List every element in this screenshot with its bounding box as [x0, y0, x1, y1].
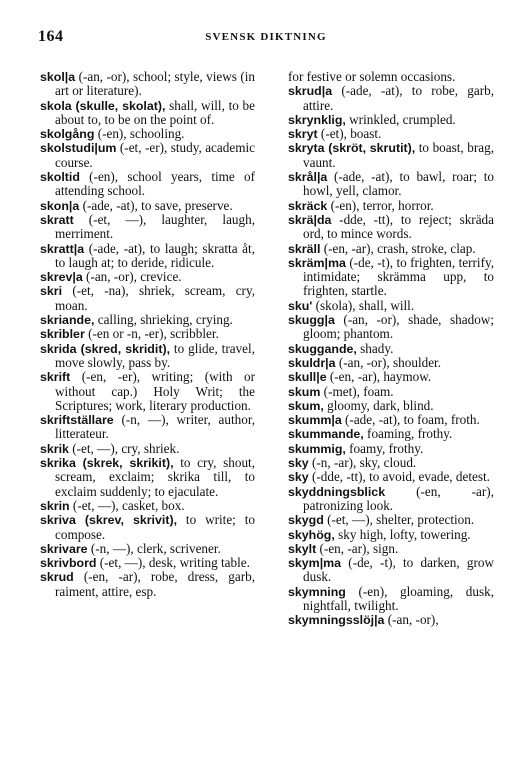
- entry-definition: (-en, -ar), haymow.: [326, 369, 432, 385]
- entry-definition: (-met), foam.: [320, 383, 394, 399]
- entry-definition: to write; to compose.: [55, 512, 255, 542]
- entry-definition: (-ade, -at), to bawl, roar; to howl, yell, clamor.: [303, 169, 494, 199]
- dictionary-entry: [40, 327, 255, 341]
- entry-headword: skymningsslöj|a: [288, 613, 385, 628]
- dictionary-entry: [288, 385, 494, 399]
- entry-headword: skuggande,: [288, 341, 357, 356]
- entry-definition: (-de, -t), to frighten, terrify, intimidate; skrämma upp, to frighten, startle.: [303, 254, 494, 299]
- dictionary-entry: [40, 199, 255, 213]
- left-column: [40, 70, 255, 599]
- entry-definition: (-en), terror, horror.: [327, 197, 434, 213]
- entry-headword: skuldr|a: [288, 355, 336, 370]
- dictionary-entry: [40, 542, 255, 556]
- dictionary-entry: [40, 170, 255, 199]
- entry-definition: (-en, -ar), crash, stroke, clap.: [320, 240, 476, 256]
- entry-definition: sky high, lofty, towering.: [334, 526, 471, 542]
- entry-definition: (-en, -ar), sign.: [316, 540, 399, 556]
- entry-headword: skrål|a: [288, 170, 328, 185]
- entry-definition: (-ade, -at), to robe, garb, attire.: [303, 83, 494, 113]
- dictionary-entry: [288, 113, 494, 127]
- entry-headword: skymning: [288, 584, 346, 599]
- entry-headword: skryt: [288, 127, 318, 142]
- entry-headword: skolgång: [40, 127, 95, 142]
- entry-headword: skrud|a: [288, 84, 333, 99]
- dictionary-entry: [288, 242, 494, 256]
- entry-headword: skratt|a: [40, 241, 85, 256]
- entry-definition: (-et, —), cry, shriek.: [68, 440, 180, 456]
- entry-headword: skribler: [40, 327, 85, 342]
- dictionary-entry: [288, 485, 494, 514]
- entry-definition: (-an, -or), shoulder.: [335, 354, 442, 370]
- running-head: SVENSK DIKTNING: [205, 31, 327, 43]
- page-header: [38, 28, 494, 50]
- entry-headword: skryta (skröt, skrutit),: [288, 141, 416, 156]
- dictionary-entry: [288, 213, 494, 242]
- dictionary-entry: [40, 513, 255, 542]
- entry-definition: (-ade, -at), to save, preserve.: [79, 197, 233, 213]
- right-column: [288, 70, 494, 628]
- entry-definition: for festive or solemn occasions.: [288, 69, 456, 84]
- entry-headword: skugg|a: [288, 313, 335, 328]
- dictionary-entry: [288, 370, 494, 384]
- dictionary-entry: [40, 127, 255, 141]
- entry-definition: (-ade, -at), to laugh; skratta åt, to laugh at; to deride, ridicule.: [55, 240, 255, 270]
- entry-definition: (-de, -t), to darken, grow dusk.: [303, 555, 494, 585]
- dictionary-entry: [288, 585, 494, 614]
- entry-definition: (-et, -er), study, academic course.: [55, 140, 255, 170]
- entry-definition: (-an, -or), shade, shadow; gloom; phantom.: [303, 312, 494, 342]
- entry-headword: skylt: [288, 541, 317, 556]
- entry-headword: sku': [288, 298, 313, 313]
- dictionary-entry: [40, 370, 255, 413]
- entry-headword: skull|e: [288, 370, 327, 385]
- entry-definition: (-et, -na), shriek, scream, cry, moan.: [55, 283, 255, 313]
- dictionary-entry: [288, 427, 494, 441]
- entry-definition: to cry, shout, scream, exclaim; skrika till, to exclaim suddenly; to ejaculate.: [55, 455, 255, 499]
- entry-definition: (-en), school years, time of attending school.: [55, 169, 255, 199]
- dictionary-entry: [40, 270, 255, 284]
- entry-headword: skrift: [40, 370, 71, 385]
- dictionary-entry: [288, 199, 494, 213]
- entry-headword: skräm|ma: [288, 255, 346, 270]
- dictionary-entry: [288, 399, 494, 413]
- entry-headword: skrud: [40, 570, 74, 585]
- entry-definition: gloomy, dark, blind.: [323, 397, 434, 413]
- dictionary-entry: [288, 613, 494, 627]
- entry-headword: skyddningsblick: [288, 484, 386, 499]
- entry-definition: shady.: [356, 340, 394, 356]
- entry-headword: skumm|a: [288, 413, 342, 428]
- dictionary-entry: [288, 442, 494, 456]
- entry-headword: skummig,: [288, 441, 346, 456]
- entry-headword: skum,: [288, 398, 324, 413]
- entry-definition: (-n, —), writer, author, litterateur.: [55, 412, 255, 442]
- entry-headword: skolstudi|um: [40, 141, 117, 156]
- entry-definition: (-en, -ar), robe, dress, garb, raiment, attire, esp.: [55, 569, 255, 599]
- entry-definition: shall, will, to be about to, to be on the point of.: [55, 97, 255, 127]
- entry-definition: -dde, -tt), to reject; skräda ord, to mince words.: [303, 211, 494, 242]
- entry-definition: (-et, —), desk, writing table.: [96, 555, 250, 571]
- entry-headword: skola (skulle, skolat),: [40, 98, 166, 113]
- dictionary-entry: [288, 313, 494, 342]
- entry-definition: to boast, brag, vaunt.: [303, 140, 494, 170]
- dictionary-entry: [40, 570, 255, 599]
- entry-definition: (-en), gloaming, dusk, nightfall, twilight.: [303, 583, 494, 613]
- entry-definition: (-an, -or), school; style, views (in art or literature).: [55, 69, 255, 99]
- dictionary-entry: [288, 456, 494, 470]
- entry-definition: calling, shrieking, crying.: [94, 312, 233, 328]
- entry-definition: (skola), shall, will.: [312, 297, 415, 313]
- dictionary-entry: [288, 170, 494, 199]
- dictionary-entry: [288, 70, 494, 84]
- dictionary-entry: [288, 556, 494, 585]
- entry-headword: skol|a: [40, 70, 76, 84]
- entry-headword: skriftställare: [40, 413, 114, 428]
- entry-headword: skoltid: [40, 170, 80, 185]
- dictionary-entry: [288, 470, 494, 484]
- entry-headword: skrika (skrek, skrikit),: [40, 456, 174, 471]
- entry-headword: skygd: [288, 513, 324, 528]
- dictionary-entry: [288, 84, 494, 113]
- dictionary-entry: [40, 499, 255, 513]
- dictionary-entry: [288, 342, 494, 356]
- entry-headword: skri: [40, 284, 63, 299]
- dictionary-entry: [40, 242, 255, 271]
- entry-definition: to glide, travel, move slowly, pass by.: [55, 340, 255, 370]
- entry-headword: skrivbord: [40, 556, 97, 571]
- dictionary-entry: [40, 284, 255, 313]
- entry-definition: (-et, —), shelter, protection.: [323, 512, 475, 528]
- entry-definition: (-et, —), laughter, laugh, merriment.: [55, 211, 255, 242]
- entry-headword: sky: [288, 470, 309, 485]
- entry-definition: (-dde, -tt), to avoid, evade, detest.: [308, 469, 490, 485]
- entry-headword: skrivare: [40, 541, 88, 556]
- entry-definition: (-n, -ar), sky, cloud.: [308, 455, 417, 471]
- entry-definition: (-et, —), casket, box.: [69, 497, 185, 513]
- dictionary-entry: [40, 342, 255, 371]
- entry-headword: skräll: [288, 241, 321, 256]
- entry-definition: (-an, -or),: [384, 612, 439, 628]
- dictionary-entry: [40, 213, 255, 242]
- entry-headword: skrin: [40, 498, 70, 513]
- dictionary-entry: [288, 356, 494, 370]
- dictionary-entry: [40, 413, 255, 442]
- dictionary-entry: [288, 256, 494, 299]
- dictionary-entry: [40, 313, 255, 327]
- dictionary-entry: [40, 70, 255, 99]
- dictionary-entry: [288, 299, 494, 313]
- dictionary-entry: [40, 442, 255, 456]
- entry-definition: (-en, -er), writing; (with or without cap.) Holy Writ; the Scriptures; work, literary production.: [55, 369, 255, 413]
- entry-headword: skyhög,: [288, 527, 335, 542]
- entry-headword: skrev|a: [40, 270, 83, 285]
- dictionary-entry: [288, 141, 494, 170]
- entry-headword: skratt: [40, 212, 74, 227]
- entry-definition: (-n, —), clerk, scrivener.: [87, 540, 221, 556]
- entry-definition: (-en, -ar), patronizing look.: [303, 483, 494, 513]
- entry-headword: skriande,: [40, 313, 95, 328]
- entry-headword: skum: [288, 384, 321, 399]
- entry-headword: skon|a: [40, 198, 80, 213]
- dictionary-entry: [40, 456, 255, 499]
- entry-definition: foaming, frothy.: [363, 426, 453, 442]
- entry-headword: skym|ma: [288, 556, 342, 571]
- entry-definition: (-en or -n, -er), scribbler.: [84, 326, 219, 342]
- entry-definition: (-en), schooling.: [94, 126, 185, 142]
- entry-headword: skräck: [288, 198, 328, 213]
- dictionary-entry: [288, 528, 494, 542]
- entry-headword: skriva (skrev, skrivit),: [40, 513, 178, 528]
- dictionary-entry: [288, 513, 494, 527]
- dictionary-entry: [40, 141, 255, 170]
- entry-headword: sky: [288, 456, 309, 471]
- dictionary-entry: [40, 556, 255, 570]
- entry-headword: skrä|da: [288, 212, 332, 227]
- entry-definition: (-et), boast.: [317, 126, 382, 142]
- entry-definition: foamy, frothy.: [345, 440, 424, 456]
- entry-definition: (-ade, -at), to foam, froth.: [341, 412, 480, 428]
- entry-headword: skrik: [40, 441, 69, 456]
- entry-headword: skrynklig,: [288, 112, 346, 127]
- dictionary-entry: [40, 99, 255, 128]
- entry-definition: (-an, -or), crevice.: [82, 269, 182, 285]
- dictionary-entry: [288, 542, 494, 556]
- dictionary-entry: [288, 127, 494, 141]
- page-number: 164: [38, 28, 64, 45]
- dictionary-entry: [288, 413, 494, 427]
- entry-definition: wrinkled, crumpled.: [345, 111, 456, 127]
- entry-headword: skummande,: [288, 427, 364, 442]
- entry-headword: skrida (skred, skridit),: [40, 341, 171, 356]
